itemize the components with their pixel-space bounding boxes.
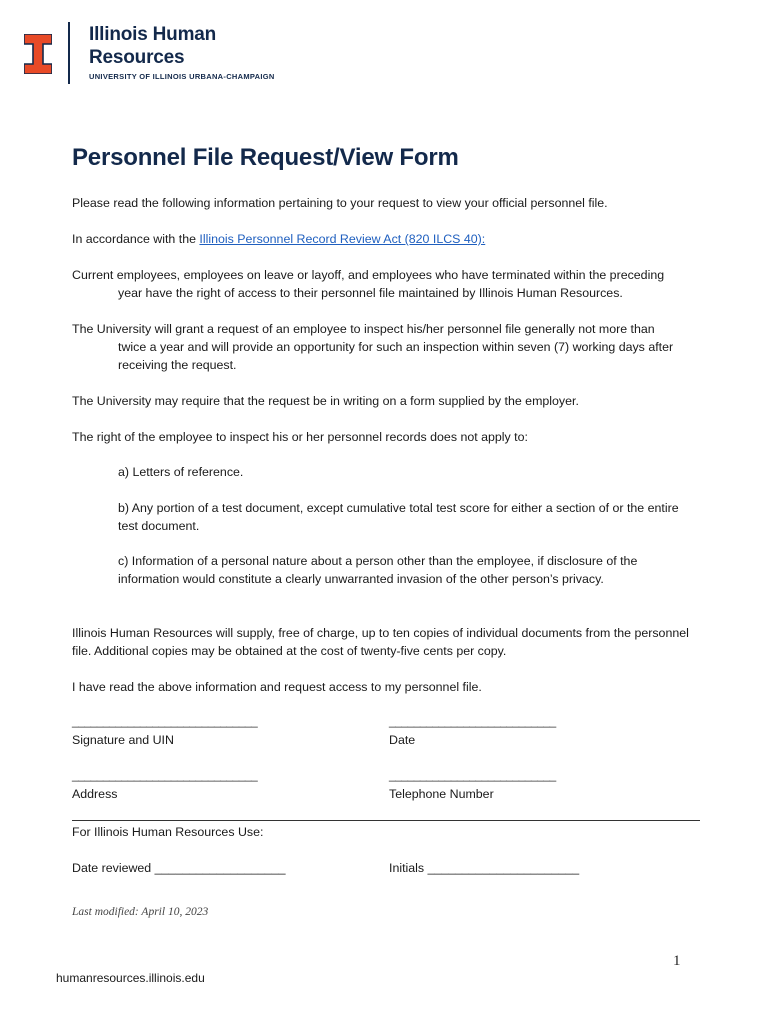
date-reviewed-field[interactable]: Date reviewed ___________________ [72,861,286,875]
exclusion-item-c: c) Information of a personal nature about a person other than the employee, if disclosure of the information would constitute a clearly unwarranted invasion of the other person’s privacy. [118,554,638,586]
inspection-rest: twice a year and will provide an opportunity for such an inspection within seven (7) working days after receiving the request. [118,340,674,372]
accordance-paragraph [72,230,702,248]
exclusion-item-b: b) Any portion of a test document, except cumulative total test score for either a section of or the entire test document. [118,501,679,533]
access-rest: year have the right of access to their personnel file maintained by Illinois Human Resources. [118,286,623,300]
inspection-paragraph [72,320,702,374]
telephone-label: Telephone Number [389,787,494,801]
access-line1: Current employees, employees on leave or layoff, and employees who have terminated within the preceding [72,268,665,282]
last-modified-note: Last modified: April 10, 2023 [72,906,209,918]
writing-paragraph: The University may require that the request be in writing on a form supplied by the employer. [72,394,579,408]
logo-divider [68,22,70,84]
page-number: 1 [673,953,681,969]
accordance-prefix: In accordance with the [72,232,200,246]
brand-name-line2: Resources [89,47,185,68]
illinois-block-i-logo-icon [24,34,52,74]
date-field[interactable]: ___________________________ [389,714,556,728]
access-paragraph [72,266,702,302]
telephone-field[interactable]: ___________________________ [389,768,556,782]
brand-name-line1: Illinois Human [89,24,217,45]
brand-subtitle: UNIVERSITY OF ILLINOIS URBANA-CHAMPAIGN [89,72,275,81]
copies-paragraph: Illinois Human Resources will supply, free of charge, up to ten copies of individual documents from the personnel file. Additional copies may be obtained at the cost of twenty-five cents per copy. [72,626,689,658]
initials-field[interactable]: Initials ______________________ [389,861,580,875]
page-title: Personnel File Request/View Form [72,144,459,171]
review-act-link[interactable]: Illinois Personnel Record Review Act (820 ILCS 40): [199,232,486,246]
address-field[interactable]: ______________________________ [72,768,258,782]
footer-website: humanresources.illinois.edu [56,971,205,985]
inspection-line1: The University will grant a request of an employee to inspect his/her personnel file generally not more than [72,322,655,336]
address-label: Address [72,787,118,801]
signature-field[interactable]: ______________________________ [72,714,258,728]
exclusion-item-a: a) Letters of reference. [118,465,244,479]
exclusions-intro: The right of the employee to inspect his or her personnel records does not apply to: [72,430,528,444]
signature-label: Signature and UIN [72,733,174,747]
date-label: Date [389,733,416,747]
office-use-heading: For Illinois Human Resources Use: [72,825,264,839]
acknowledge-paragraph: I have read the above information and request access to my personnel file. [72,680,482,694]
intro-paragraph: Please read the following information pertaining to your request to view your official personnel file. [72,196,608,210]
office-use-divider [72,820,700,821]
